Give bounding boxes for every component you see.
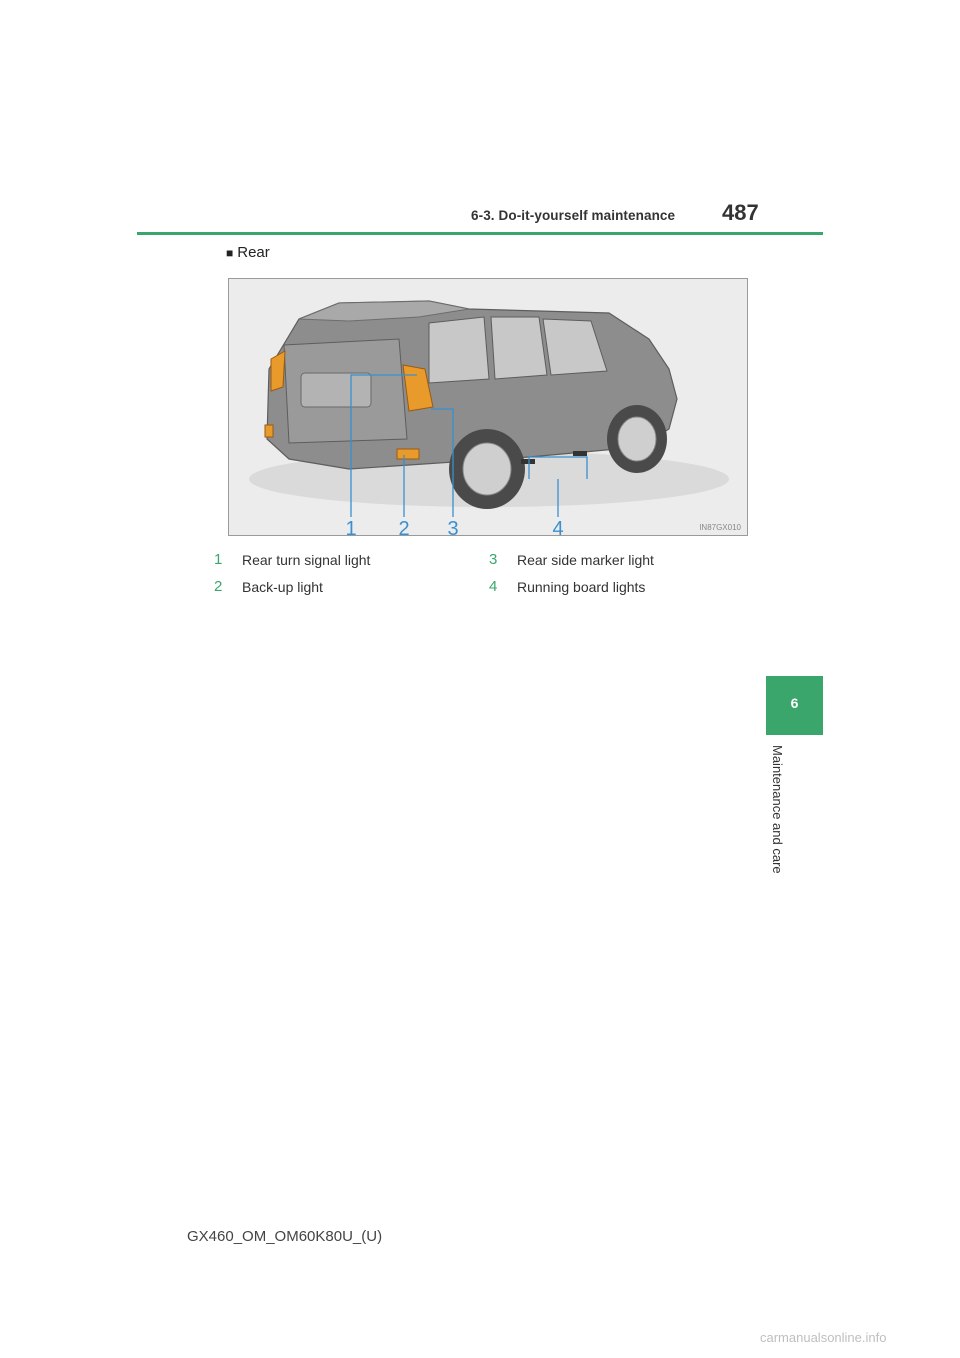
vehicle-rear-illustration: [229, 279, 748, 536]
callout-3: 3: [447, 518, 459, 536]
legend-label-4: Running board lights: [517, 579, 646, 595]
callout-4: 4: [552, 518, 564, 536]
legend-label-1: Rear turn signal light: [242, 552, 371, 568]
legend-label-2: Back-up light: [242, 579, 323, 595]
section-heading-title: Rear: [237, 244, 270, 261]
header-section-title: 6-3. Do-it-yourself maintenance: [471, 208, 676, 223]
legend-number-1: 1: [214, 551, 223, 568]
rear-lights-figure: [228, 278, 748, 536]
callout-1: 1: [345, 518, 357, 536]
page-number: 487: [722, 200, 759, 225]
legend-number-3: 3: [489, 551, 498, 568]
header-rule: [137, 232, 823, 235]
chapter-title: Maintenance and care: [770, 745, 785, 874]
chapter-side-label: [770, 745, 790, 905]
chapter-tab: 6: [766, 676, 823, 735]
footer-doc-code: GX460_OM_OM60K80U_(U): [187, 1228, 383, 1245]
watermark: carmanualsonline.info: [760, 1330, 887, 1345]
legend-number-2: 2: [214, 578, 223, 595]
section-heading: [226, 244, 270, 261]
legend-label-3: Rear side marker light: [517, 552, 654, 568]
legend-number-4: 4: [489, 578, 498, 595]
square-bullet-icon: ■: [226, 246, 234, 260]
figure-code: IN87GX010: [699, 523, 741, 532]
callout-2: 2: [398, 518, 410, 536]
